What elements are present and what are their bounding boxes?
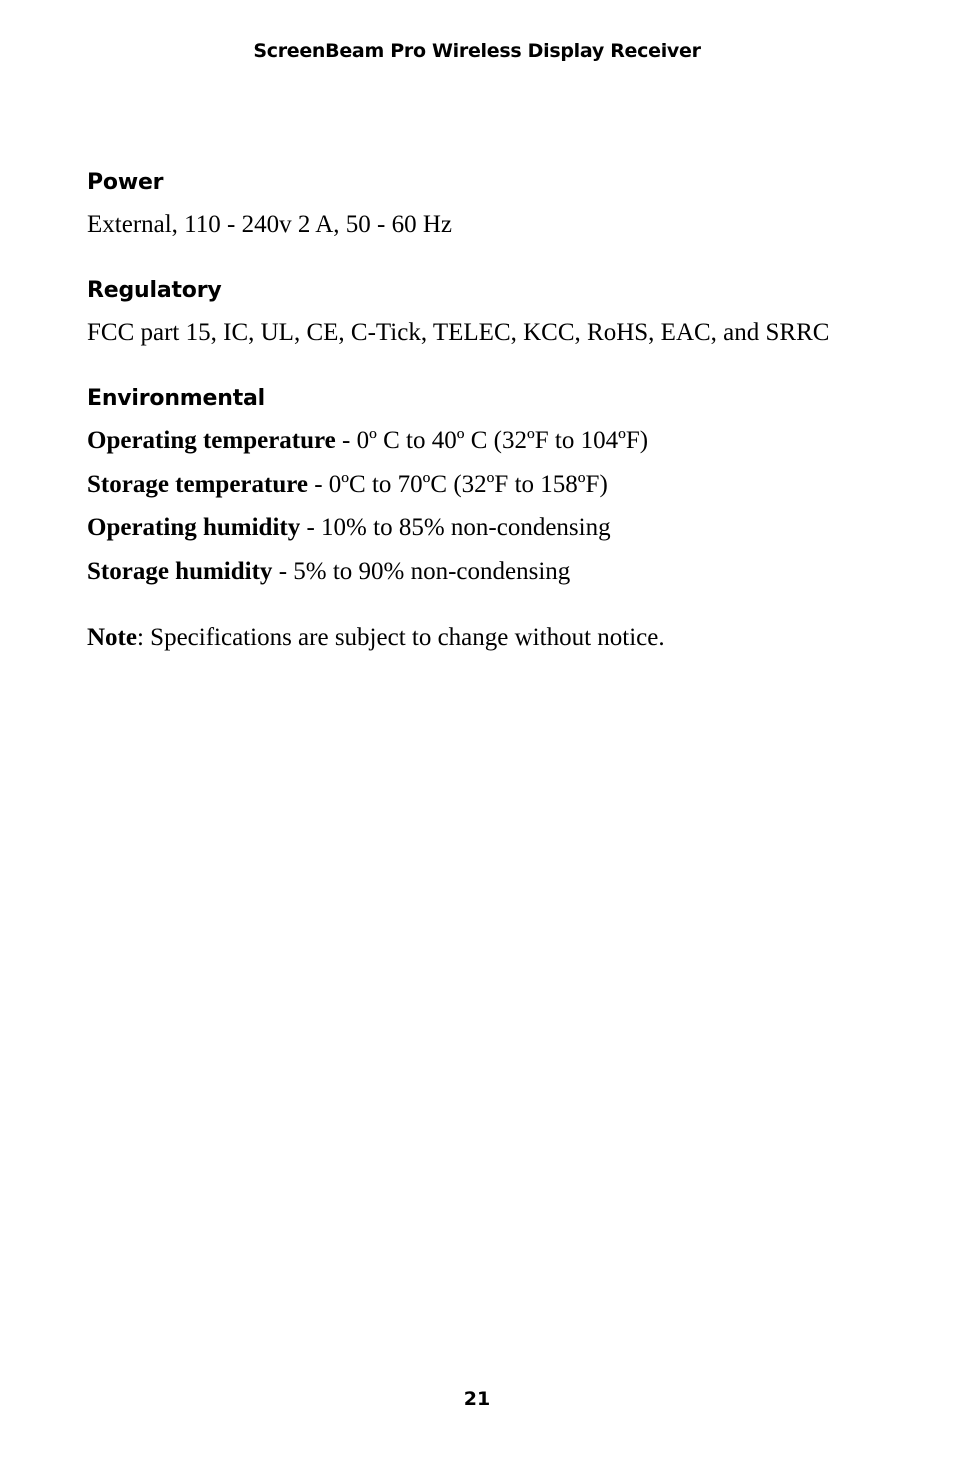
environmental-section [87, 384, 907, 587]
storage-humidity-line [87, 557, 907, 587]
note-label: Note [87, 623, 137, 651]
spec-value: - 10% to 85% non-condensing [300, 514, 611, 541]
regulatory-section [87, 276, 907, 348]
spec-value: - 5% to 90% non-condensing [272, 557, 571, 585]
spec-label: Operating humidity [87, 514, 301, 541]
environmental-heading: Environmental [87, 386, 266, 411]
spec-value: - 0ºC to 70ºC (32ºF to 158ºF) [307, 470, 608, 498]
note-line [87, 623, 907, 653]
running-header: ScreenBeam Pro Wireless Display Receiver [253, 40, 701, 62]
spec-value: - 0º C to 40º C (32ºF to 104ºF) [335, 427, 649, 454]
storage-temperature-line [87, 470, 907, 500]
power-section [87, 168, 907, 240]
operating-humidity-line [87, 513, 907, 543]
power-text: External, 110 - 240v 2 A, 50 - 60 Hz [87, 211, 452, 238]
note-section [87, 623, 907, 653]
power-heading: Power [87, 170, 164, 195]
regulatory-text: FCC part 15, IC, UL, CE, C-Tick, TELEC, KCC, RoHS, EAC, and SRRC [87, 319, 830, 346]
regulatory-heading: Regulatory [87, 278, 222, 303]
page-number: 21 [463, 1388, 491, 1410]
spec-label: Operating temperature [87, 427, 336, 454]
note-text: : Specifications are subject to change without notice. [136, 623, 665, 651]
spec-label: Storage humidity [87, 557, 273, 585]
operating-temperature-line [87, 426, 907, 456]
spec-content [87, 168, 907, 689]
spec-label: Storage temperature [87, 470, 308, 498]
